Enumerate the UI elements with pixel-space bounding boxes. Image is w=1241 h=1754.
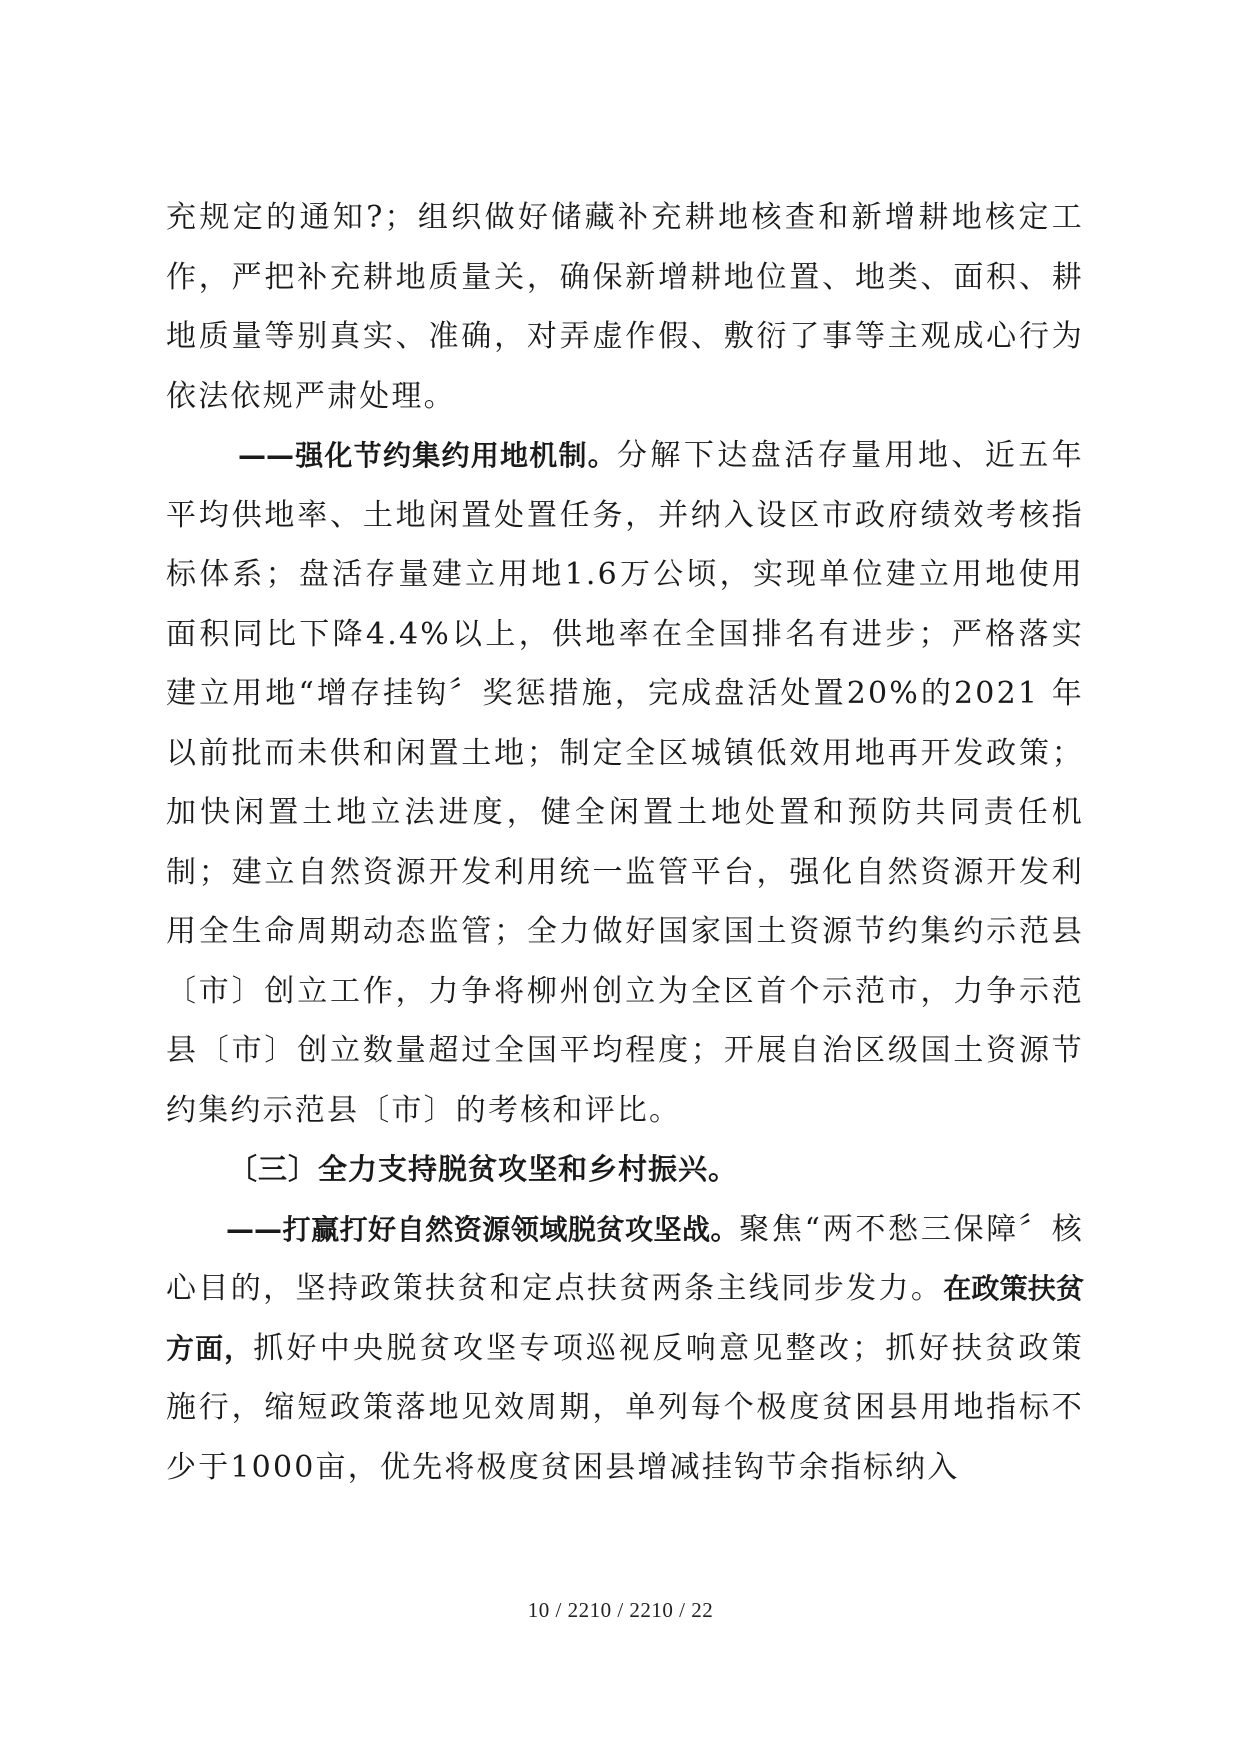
paragraph-emphasis: 在政策扶贫方面， [166, 1272, 1084, 1365]
document-body [166, 188, 1084, 1497]
paragraph-text: 充规定的通知?；组织做好储藏补充耕地核查和新增耕地核定工作，严把补充耕地质量关，确保新增耕地位置、地类、面积、耕地质量等别真实、准确，对弄虚作假、敷衍了事等主观成心行为依法依规严肃处理。 [166, 200, 1084, 414]
section-heading-3: 〔三〕全力支持脱贫攻坚和乡村振兴。 [228, 1152, 739, 1186]
paragraph-land-saving-mechanism [166, 426, 1084, 1140]
paragraph-text: 分解下达盘活存量用地、近五年平均供地率、土地闲置处置任务，并纳入设区市政府绩效考核指标体系；盘活存量建立用地1.6万公顷，实现单位建立用地使用面积同比下降4.4%以上，供地率在全国排名有进步；严格落实建立用地“增存挂钩〞奖惩措施，完成盘活处置20%的2021 年以前批而未供和闲置土地；制定全区城镇低效用地再开发政策；加快闲置土地立法进度，健全闲置土地处置和预防共同责任机制；建立自然资源开发利用统一监管平台，强化自然资源开发利用全生命周期动态监管；全力做好国家国土资源节约集约示范县〔市〕创立工作，力争将柳州创立为全区首个示范市，力争示范县〔市〕创立数量超过全国平均程度；开展自治区级国土资源节约集约示范县〔市〕的考核和评比。 [166, 438, 1084, 1128]
page-number-footer: 10 / 2210 / 2210 / 22 [527, 1598, 714, 1622]
paragraph-text: 聚焦“两不愁三保障〞核心目的，坚持政策扶贫和定点扶贫两条主线同步发力。 [166, 1211, 1084, 1306]
paragraph-farmland-verification [166, 188, 1084, 426]
paragraph-text: 抓好中央脱贫攻坚专项巡视反响意见整改；抓好扶贫政策施行，缩短政策落地见效周期，单列每个极度贫困县用地指标不少于1000亩，优先将极度贫困县增减挂钩节余指标纳入 [166, 1330, 1084, 1485]
paragraph-poverty-alleviation [166, 1200, 1084, 1498]
paragraph-lead: ——打赢打好自然资源领域脱贫攻坚战。 [226, 1212, 740, 1246]
paragraph-lead: ——强化节约集约用地机制。 [238, 439, 617, 472]
